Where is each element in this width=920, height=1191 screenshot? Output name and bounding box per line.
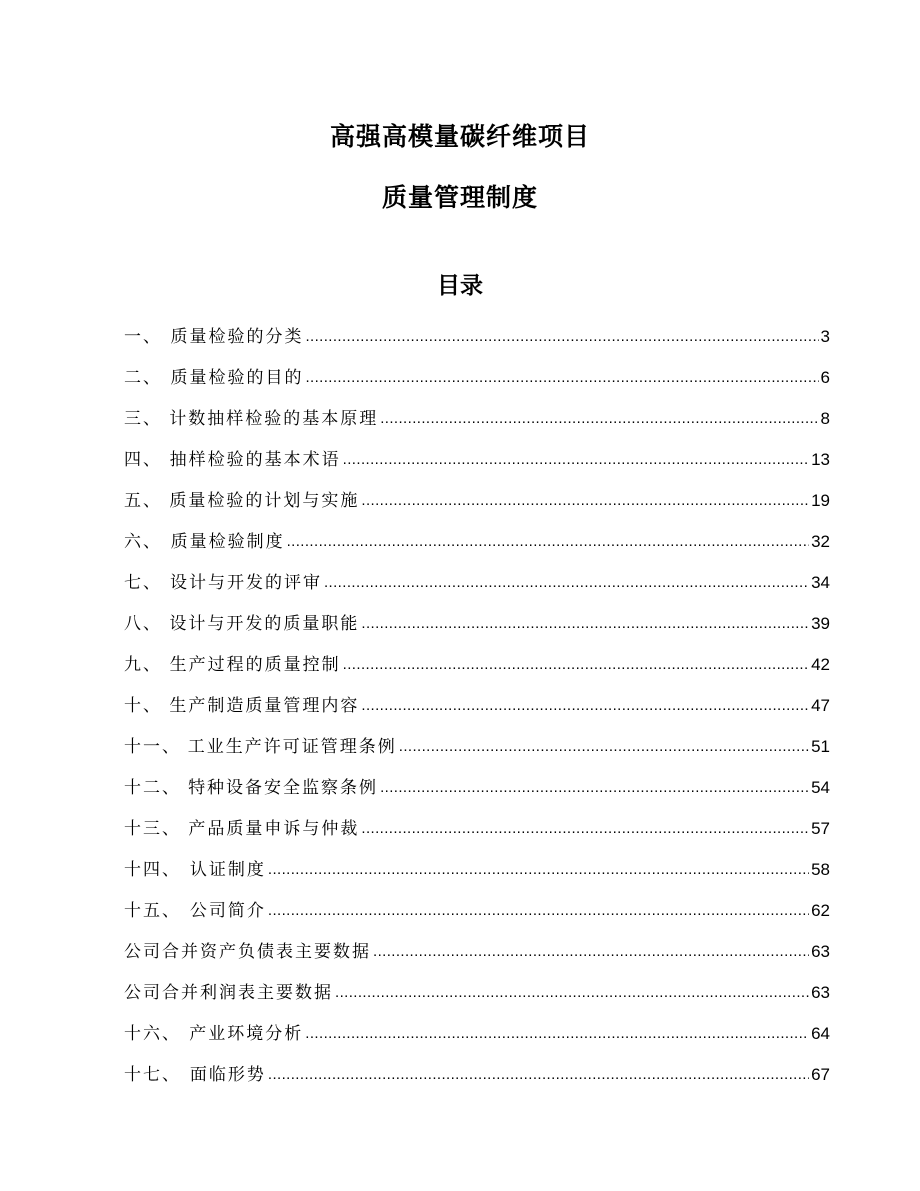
toc-dot-leader [343, 450, 809, 470]
toc-entry-number: 八、 [124, 614, 162, 634]
toc-entry[interactable] [124, 733, 830, 774]
toc-entry-title: 公司合并利润表主要数据 [124, 983, 333, 1003]
toc-dot-leader [305, 1024, 809, 1044]
toc-entry-title: 公司简介 [189, 901, 266, 921]
toc-entry[interactable] [124, 487, 830, 528]
toc-dot-leader [305, 368, 818, 388]
toc-entry[interactable] [124, 1020, 830, 1061]
toc-entry-title: 面临形势 [189, 1065, 266, 1085]
toc-entry-number: 一、 [124, 327, 162, 347]
toc-dot-leader [361, 491, 809, 511]
toc-entry-page-number: 51 [811, 737, 830, 756]
toc-entry-number: 十三、 [124, 819, 181, 839]
toc-entry-page-number: 58 [811, 860, 830, 879]
toc-entry[interactable] [124, 979, 830, 1020]
toc-entry-page-number: 64 [811, 1024, 830, 1043]
toc-entry-title: 质量检验制度 [170, 532, 285, 552]
toc-heading: 目录 [437, 273, 483, 299]
toc-entry-title: 计数抽样检验的基本原理 [169, 409, 379, 429]
toc-entry-number: 十二、 [124, 778, 181, 798]
toc-entry[interactable] [124, 364, 830, 405]
toc-entry-page-number: 39 [811, 614, 830, 633]
toc-entry-number: 三、 [124, 409, 162, 429]
toc-dot-leader [399, 737, 809, 757]
toc-dot-leader [268, 1065, 809, 1085]
toc-entry[interactable] [124, 446, 830, 487]
toc-entry-page-number: 19 [811, 491, 830, 510]
toc-dot-leader [287, 532, 809, 552]
toc-entry[interactable] [124, 1061, 830, 1102]
toc-dot-leader [361, 614, 809, 634]
toc-entry-number: 六、 [124, 532, 162, 552]
toc-entry-title: 公司合并资产负债表主要数据 [124, 942, 371, 962]
toc-entry-number: 九、 [124, 655, 162, 675]
table-of-contents [124, 323, 830, 1102]
toc-entry[interactable] [124, 569, 830, 610]
toc-entry-page-number: 63 [811, 983, 830, 1002]
toc-entry-number: 十四、 [124, 860, 181, 880]
toc-entry-title: 产业环境分析 [189, 1024, 304, 1044]
document-subtitle: 质量管理制度 [381, 183, 538, 212]
toc-dot-leader [268, 860, 809, 880]
toc-entry-number: 十六、 [124, 1024, 181, 1044]
toc-entry[interactable] [124, 897, 830, 938]
toc-entry-page-number: 67 [811, 1065, 830, 1084]
toc-entry-title: 质量检验的计划与实施 [169, 491, 360, 511]
toc-entry-number: 五、 [124, 491, 162, 511]
toc-entry[interactable] [124, 405, 830, 446]
toc-entry-page-number: 8 [820, 409, 830, 428]
toc-entry-title: 设计与开发的质量职能 [169, 614, 360, 634]
toc-entry-title: 生产过程的质量控制 [169, 655, 341, 675]
toc-entry-page-number: 32 [811, 532, 830, 551]
toc-entry-title: 产品质量申诉与仲裁 [188, 819, 360, 839]
toc-dot-leader [268, 901, 809, 921]
toc-entry[interactable] [124, 323, 830, 364]
toc-entry[interactable] [124, 815, 830, 856]
document-title: 高强高模量碳纤维项目 [329, 122, 590, 151]
toc-entry[interactable] [124, 528, 830, 569]
toc-entry-page-number: 62 [811, 901, 830, 920]
toc-entry-title: 质量检验的分类 [170, 327, 304, 347]
toc-entry-title: 生产制造质量管理内容 [169, 696, 360, 716]
toc-entry-page-number: 57 [811, 819, 830, 838]
toc-dot-leader [380, 778, 809, 798]
toc-entry[interactable] [124, 692, 830, 733]
toc-entry[interactable] [124, 938, 830, 979]
toc-dot-leader [373, 942, 809, 962]
toc-dot-leader [361, 819, 809, 839]
toc-entry-number: 十、 [124, 696, 162, 716]
toc-entry-title: 质量检验的目的 [170, 368, 304, 388]
toc-entry-number: 十一、 [124, 737, 181, 757]
toc-entry[interactable] [124, 610, 830, 651]
toc-dot-leader [305, 327, 818, 347]
toc-dot-leader [380, 409, 818, 429]
toc-entry[interactable] [124, 856, 830, 897]
toc-entry-page-number: 42 [811, 655, 830, 674]
toc-dot-leader [343, 655, 809, 675]
toc-entry-number: 四、 [124, 450, 162, 470]
toc-entry-title: 设计与开发的评审 [169, 573, 322, 593]
toc-entry-page-number: 6 [820, 368, 830, 387]
toc-entry-number: 十七、 [124, 1065, 181, 1085]
toc-dot-leader [335, 983, 809, 1003]
toc-entry-page-number: 3 [820, 327, 830, 346]
toc-entry-number: 七、 [124, 573, 162, 593]
toc-entry-page-number: 13 [811, 450, 830, 469]
toc-entry[interactable] [124, 651, 830, 692]
toc-entry-page-number: 47 [811, 696, 830, 715]
toc-dot-leader [361, 696, 809, 716]
toc-entry-title: 认证制度 [189, 860, 266, 880]
toc-entry-page-number: 54 [811, 778, 830, 797]
toc-entry-title: 特种设备安全监察条例 [188, 778, 379, 798]
toc-entry-page-number: 34 [811, 573, 830, 592]
toc-entry-page-number: 63 [811, 942, 830, 961]
toc-dot-leader [324, 573, 809, 593]
toc-entry-number: 二、 [124, 368, 162, 388]
toc-entry[interactable] [124, 774, 830, 815]
toc-entry-title: 抽样检验的基本术语 [169, 450, 341, 470]
toc-entry-title: 工业生产许可证管理条例 [187, 737, 397, 757]
toc-entry-number: 十五、 [124, 901, 181, 921]
